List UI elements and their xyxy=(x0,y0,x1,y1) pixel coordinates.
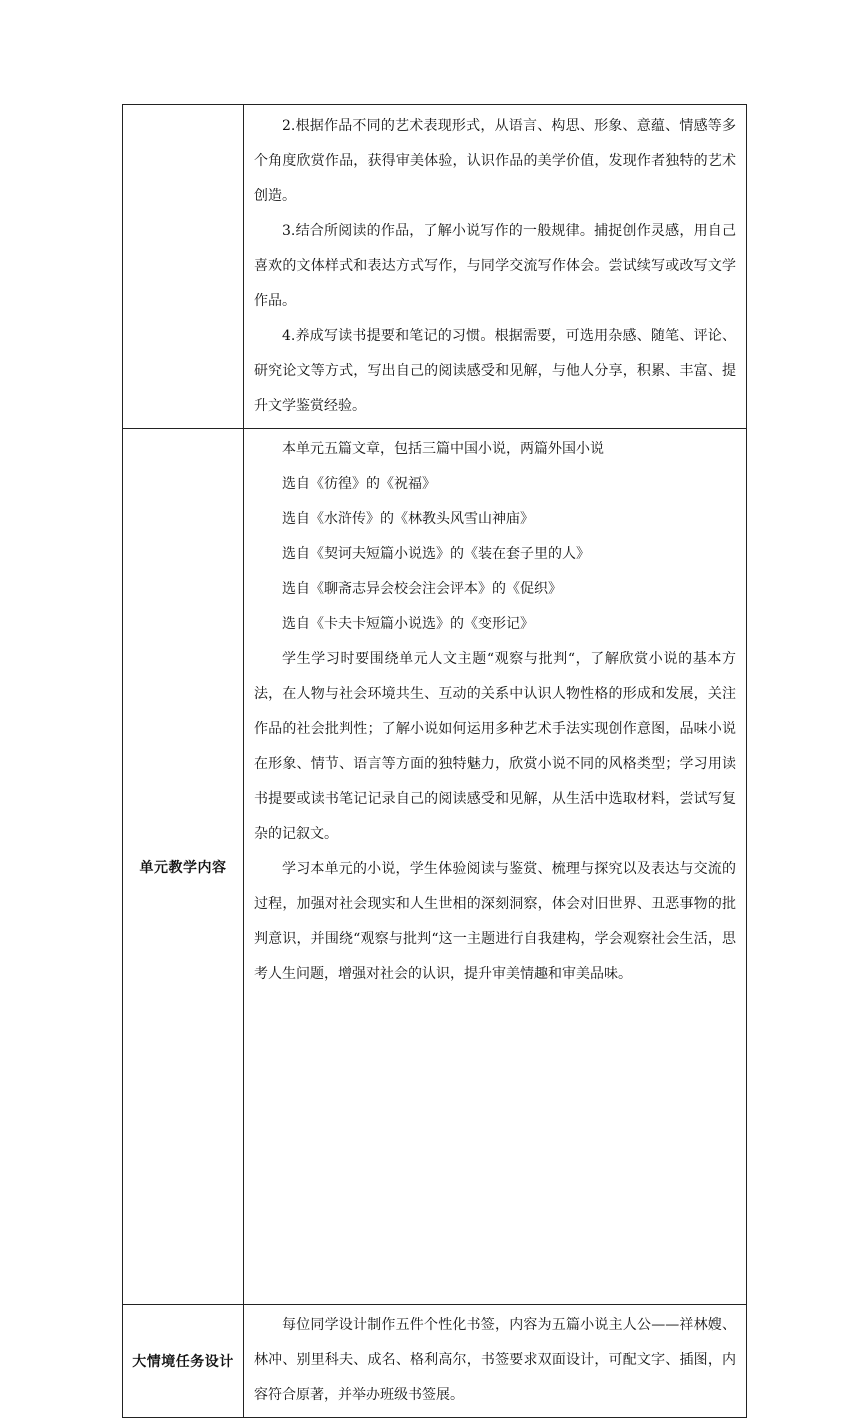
unit-experience-paragraph: 学习本单元的小说，学生体验阅读与鉴赏、梳理与探究以及表达与交流的过程，加强对社会现实和人生世相的深刻洞察，体会对旧世界、丑恶事物的批判意识，并围绕“观察与批判“这一主题进行自我建构，学会观察社会生活，思考人生问题，增强对社会的认识，提升审美情趣和审美品味。 xyxy=(254,861,736,982)
table-row-task-design xyxy=(123,1305,747,1418)
task-design-label: 大情境任务设计 xyxy=(123,1305,244,1418)
row-label-empty xyxy=(123,105,244,429)
task-design-cell xyxy=(244,1305,747,1418)
unit-text-item: 选自《卡夫卡短篇小说选》的《变形记》 xyxy=(282,616,534,632)
unit-content-cell xyxy=(244,429,747,1305)
unit-text-item: 选自《聊斋志异会校会注会评本》的《促织》 xyxy=(282,581,562,597)
table-row-unit-content xyxy=(123,429,747,1305)
table-row-objectives-continued xyxy=(123,105,747,429)
task-design-paragraph: 每位同学设计制作五件个性化书签，内容为五篇小说主人公——祥林嫂、林冲、别里科夫、成名、格利高尔，书签要求双面设计，可配文字、插图，内容符合原著，并举办班级书签展。 xyxy=(254,1317,736,1403)
objective-paragraph-2: 2.根据作品不同的艺术表现形式，从语言、构思、形象、意蕴、情感等多个角度欣赏作品，获得审美体验，认识作品的美学价值，发现作者独特的艺术创造。 xyxy=(254,118,736,204)
objective-paragraph-3: 3.结合所阅读的作品，了解小说写作的一般规律。捕捉创作灵感，用自己喜欢的文体样式和表达方式写作，与同学交流写作体会。尝试续写或改写文学作品。 xyxy=(254,223,736,309)
unit-text-item: 选自《水浒传》的《林教头风雪山神庙》 xyxy=(282,511,534,527)
unit-text-item: 选自《契诃夫短篇小说选》的《装在套子里的人》 xyxy=(282,546,590,562)
document-table xyxy=(122,104,747,1418)
objectives-content-cell xyxy=(244,105,747,429)
unit-learning-paragraph: 学生学习时要围绕单元人文主题“观察与批判“，了解欣赏小说的基本方法，在人物与社会环境共生、互动的关系中认识人物性格的形成和发展，关注作品的社会批判性；了解小说如何运用多种艺术手法实现创作意图，品味小说在形象、情节、语言等方面的独特魅力，欣赏小说不同的风格类型；学习用读书提要或读书笔记记录自己的阅读感受和见解，从生活中选取材料，尝试写复杂的记叙文。 xyxy=(254,651,736,842)
unit-text-item: 选自《彷徨》的《祝福》 xyxy=(282,476,436,492)
unit-content-label: 单元教学内容 xyxy=(123,429,244,1305)
objective-paragraph-4: 4.养成写读书提要和笔记的习惯。根据需要，可选用杂感、随笔、评论、研究论文等方式，写出自己的阅读感受和见解，与他人分享，积累、丰富、提升文学鉴赏经验。 xyxy=(254,328,736,414)
unit-intro-paragraph: 本单元五篇文章，包括三篇中国小说，两篇外国小说 xyxy=(282,441,604,457)
